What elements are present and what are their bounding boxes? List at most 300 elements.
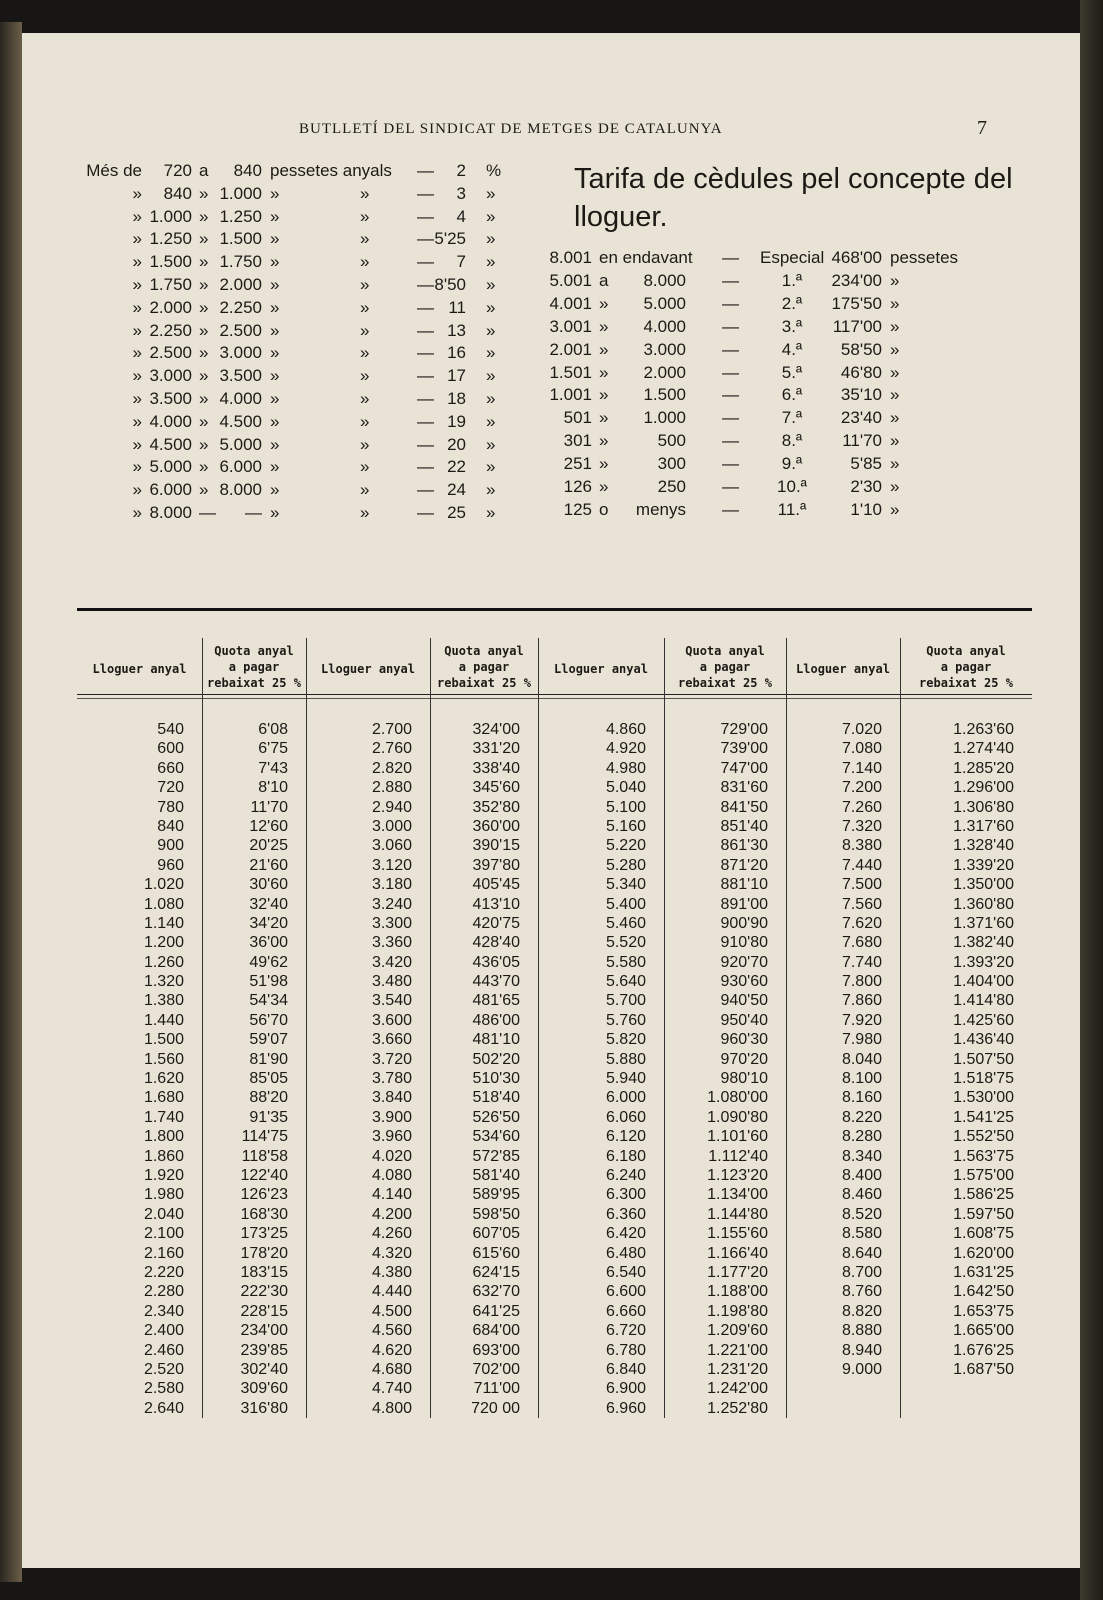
annual-row-12-c4: » <box>270 434 280 454</box>
annual-row-13-c3: 6.000 <box>219 457 262 477</box>
annual-row-1-c4: » <box>270 183 280 203</box>
quota-cell: 1.198'80 <box>707 1302 768 1320</box>
quota-header-0-l2: a pagar <box>228 660 280 674</box>
quota-cell: 21'60 <box>249 856 288 874</box>
rent-cell: 3.060 <box>371 837 412 855</box>
quota-cell: 641'25 <box>472 1302 520 1320</box>
rent-cell: 3.600 <box>371 1011 412 1029</box>
rent-cell: 1.920 <box>143 1166 184 1184</box>
quota-cell: 12'60 <box>249 817 288 835</box>
quota-cell: 54'34 <box>249 992 288 1010</box>
rent-cell: 960 <box>157 856 184 874</box>
quota-header-1-l2: a pagar <box>458 660 510 674</box>
quota-cell: 1.393'20 <box>953 953 1014 971</box>
tarifa-row-10-unit: » <box>890 477 900 496</box>
rent-cell: 3.300 <box>371 914 412 932</box>
annual-row-4-c4: » <box>270 252 280 272</box>
tarifa-row-11-amt: 1'10 <box>850 499 882 519</box>
tarifa-row-7-to: 1.000 <box>643 408 686 428</box>
quota-cell: 1.620'00 <box>953 1244 1014 1262</box>
annual-row-8-c4: » <box>270 343 280 363</box>
tarifa-row-4-cls: 4.ª <box>781 339 803 359</box>
tarifa-row-2-sep: » <box>599 293 609 313</box>
annual-row-9-c4: » <box>270 366 280 386</box>
quota-cell: 1.144'80 <box>707 1205 768 1223</box>
annual-row-8-c8: » <box>486 343 496 363</box>
annual-row-8-c6: — <box>417 343 434 363</box>
annual-row-6-c8: » <box>486 297 496 317</box>
rent-cell: 1.080 <box>143 895 184 913</box>
quota-cell: 572'85 <box>472 1147 520 1165</box>
tarifa-row-8-to: 500 <box>657 431 686 451</box>
quota-cell: 1.112'40 <box>708 1147 768 1165</box>
quota-column-3 <box>900 720 1014 1379</box>
rent-cell: 6.900 <box>605 1380 646 1398</box>
rent-cell: 8.040 <box>841 1050 882 1068</box>
rent-cell: 8.160 <box>841 1089 882 1107</box>
rent-cell: 7.440 <box>841 856 882 874</box>
tarifa-row-5-amt: 46'80 <box>840 362 882 382</box>
quota-cell: 1.575'00 <box>953 1166 1014 1184</box>
annual-row-3-c4: » <box>270 229 280 249</box>
annual-row-4-c7: 7 <box>456 252 466 272</box>
rent-cell: 5.340 <box>605 876 646 894</box>
annual-row-1-c8: » <box>486 183 496 203</box>
tarifa-row-1-from: 5.001 <box>549 270 592 290</box>
quota-cell: 930'60 <box>720 973 768 991</box>
rent-cell: 4.860 <box>605 721 646 738</box>
tarifa-row-1-dash: — <box>722 270 739 290</box>
annual-row-7-c7: 13 <box>447 320 466 340</box>
quota-header-3-l2: a pagar <box>940 660 992 674</box>
annual-row-14-c8: » <box>486 480 496 500</box>
tarifa-row-7-unit: » <box>890 408 900 428</box>
rent-cell: 1.500 <box>143 1031 184 1049</box>
tarifa-row-6-from: 1.001 <box>549 385 592 405</box>
rent-cell: 7.560 <box>841 895 882 913</box>
quota-cell: 81'90 <box>249 1050 288 1068</box>
annual-row-13-c4: » <box>270 457 280 477</box>
annual-row-5-c8: » <box>486 275 496 294</box>
tarifa-row-9-unit: » <box>890 454 900 474</box>
tarifa-row-11-cls: 11.ª <box>777 499 807 519</box>
quota-cell: 1.597'50 <box>953 1205 1014 1223</box>
rent-cell: 4.500 <box>371 1302 412 1320</box>
quota-cell: 1.518'75 <box>953 1070 1014 1088</box>
annual-row-6-c3: 2.250 <box>219 297 262 317</box>
quota-cell: 950'40 <box>720 1011 768 1029</box>
quota-cell: 316'80 <box>240 1399 288 1417</box>
quota-cell: 534'60 <box>472 1128 520 1146</box>
annual-row-2-c8: » <box>486 206 496 226</box>
annual-row-15-c4: » <box>270 503 280 522</box>
quota-cell: 324'00 <box>472 721 520 738</box>
annual-row-11-c6: — <box>417 411 434 431</box>
rent-cell: 2.400 <box>143 1322 184 1340</box>
quota-cell: 122'40 <box>240 1166 288 1184</box>
page-header <box>22 117 1080 141</box>
quota-cell: 1.080'00 <box>707 1089 768 1107</box>
tarifa-row-0-sep: en endavant <box>599 248 693 267</box>
annual-row-3-c7: 5'25 <box>434 229 466 249</box>
quota-cell: 1.177'20 <box>707 1263 768 1281</box>
annual-row-1-c5: » <box>360 183 370 203</box>
quota-cell: 1.231'20 <box>707 1360 768 1378</box>
quota-cell: 443'70 <box>472 973 520 991</box>
rent-cell: 1.260 <box>143 953 184 971</box>
quota-cell: 1.252'80 <box>707 1399 768 1417</box>
annual-row-10-c0: » <box>132 389 142 408</box>
quota-cell: 702'00 <box>472 1360 520 1378</box>
quota-cell: 1.541'25 <box>953 1108 1014 1126</box>
tarifa-row-4-sep: » <box>599 339 609 359</box>
quota-column-2 <box>664 720 768 1418</box>
quota-cell: 624'15 <box>472 1263 520 1281</box>
annual-row-3-c2: » <box>199 229 209 249</box>
annual-row-6-c6: — <box>417 297 434 317</box>
rent-cell: 8.820 <box>841 1302 882 1320</box>
annual-row-12-c6: — <box>417 434 434 454</box>
tarifa-row-2-unit: » <box>890 293 900 313</box>
rent-cell: 4.980 <box>605 759 646 777</box>
annual-row-0-c8: % <box>486 161 502 180</box>
quota-cell: 518'40 <box>472 1089 520 1107</box>
annual-row-15-c2: — <box>199 503 216 522</box>
annual-row-5-c5: » <box>360 275 370 294</box>
annual-row-10-c4: » <box>270 389 280 408</box>
rent-cell: 8.460 <box>841 1186 882 1204</box>
rent-header-2: Lloguer anyal <box>554 662 648 676</box>
annual-row-9-c1: 3.000 <box>149 366 192 386</box>
annual-row-2-c1: 1.000 <box>149 206 192 226</box>
rent-cell: 8.220 <box>841 1108 882 1126</box>
annual-row-13-c5: » <box>360 457 370 477</box>
rent-header-3: Lloguer anyal <box>796 662 890 676</box>
tarifa-row-0-amt: 468'00 <box>831 248 882 267</box>
tarifa-row-10-dash: — <box>722 477 739 496</box>
rent-cell: 4.020 <box>371 1147 412 1165</box>
quota-cell: 1.642'50 <box>953 1283 1014 1301</box>
quota-cell: 234'00 <box>240 1322 288 1340</box>
tarifa-row-1-cls: 1.ª <box>781 270 803 290</box>
quota-cell: 183'15 <box>240 1263 288 1281</box>
rent-cell: 7.740 <box>841 953 882 971</box>
rent-cell: 4.320 <box>371 1244 412 1262</box>
annual-row-1-c0: » <box>132 183 142 203</box>
quota-cell: 1.586'25 <box>953 1186 1014 1204</box>
tarifa-row-9-to: 300 <box>657 454 686 474</box>
quota-cell: 331'20 <box>472 740 520 758</box>
quota-header-2-l2: a pagar <box>699 660 751 674</box>
rent-cell: 2.040 <box>143 1205 184 1223</box>
annual-row-14-c2: » <box>199 480 209 500</box>
quota-cell: 1.631'25 <box>953 1263 1014 1281</box>
annual-row-4-c6: — <box>417 252 434 272</box>
tarifa-row-9-cls: 9.ª <box>781 454 803 474</box>
rent-cell: 7.140 <box>841 759 882 777</box>
rent-cell: 4.440 <box>371 1283 412 1301</box>
annual-row-5-c1: 1.750 <box>149 275 192 294</box>
tarifa-row-2-dash: — <box>722 293 739 313</box>
rent-cell: 2.760 <box>371 740 412 758</box>
annual-row-0-c4: pessetes anyals <box>270 161 392 180</box>
rent-cell: 4.740 <box>371 1380 412 1398</box>
quota-cell: 88'20 <box>249 1089 288 1107</box>
annual-row-7-c6: — <box>417 320 434 340</box>
rent-cell: 4.920 <box>605 740 646 758</box>
rent-cell: 7.200 <box>841 779 882 797</box>
rent-cell: 6.960 <box>605 1399 646 1417</box>
quota-cell: 1.306'80 <box>953 798 1014 816</box>
rent-cell: 7.620 <box>841 914 882 932</box>
annual-row-3-c8: » <box>486 229 496 249</box>
rent-cell: 840 <box>157 817 184 835</box>
tarifa-row-11-unit: » <box>890 499 900 519</box>
annual-row-8-c3: 3.000 <box>219 343 262 363</box>
tarifa-row-1-to: 8.000 <box>643 270 686 290</box>
quota-cell: 481'10 <box>472 1031 520 1049</box>
quota-cell: 1.285'20 <box>953 759 1014 777</box>
quota-cell: 693'00 <box>472 1341 520 1359</box>
rent-cell: 8.100 <box>841 1070 882 1088</box>
annual-row-6-c4: » <box>270 297 280 317</box>
quota-cell: 526'50 <box>472 1108 520 1126</box>
quota-cell: 168'30 <box>240 1205 288 1223</box>
tarifa-row-7-from: 501 <box>563 408 592 428</box>
quota-cell: 1.263'60 <box>953 721 1014 738</box>
quota-cell: 684'00 <box>472 1322 520 1340</box>
annual-row-9-c3: 3.500 <box>219 366 262 386</box>
rent-cell: 2.340 <box>143 1302 184 1320</box>
quota-cell: 739'00 <box>720 740 768 758</box>
quota-cell: 615'60 <box>472 1244 520 1262</box>
quota-cell: 970'20 <box>720 1050 768 1068</box>
quota-cell: 222'30 <box>240 1283 288 1301</box>
annual-row-15-c6: — <box>417 503 434 522</box>
rent-cell: 5.460 <box>605 914 646 932</box>
rent-cell: 8.520 <box>841 1205 882 1223</box>
tarifa-row-4-unit: » <box>890 339 900 359</box>
quota-column-0 <box>202 720 288 1418</box>
quota-cell: 309'60 <box>240 1380 288 1398</box>
quota-cell: 1.339'20 <box>953 856 1014 874</box>
annual-row-7-c5: » <box>360 320 370 340</box>
rent-cell: 7.980 <box>841 1031 882 1049</box>
tarifa-row-5-cls: 5.ª <box>781 362 803 382</box>
tarifa-row-6-cls: 6.ª <box>781 385 803 405</box>
quota-cell: 980'10 <box>720 1070 768 1088</box>
rent-cell: 3.240 <box>371 895 412 913</box>
annual-row-15-c0: » <box>132 503 142 522</box>
rent-cell: 8.580 <box>841 1225 882 1243</box>
annual-row-10-c7: 18 <box>447 389 466 408</box>
annual-row-4-c1: 1.500 <box>149 252 192 272</box>
annual-row-11-c5: » <box>360 411 370 431</box>
tarifa-row-9-sep: » <box>599 454 609 474</box>
rent-header-1: Lloguer anyal <box>321 662 415 676</box>
annual-row-1-c3: 1.000 <box>219 183 262 203</box>
rent-cell: 7.320 <box>841 817 882 835</box>
annual-row-8-c2: » <box>199 343 209 363</box>
annual-row-15-c3: — <box>245 503 262 522</box>
rent-cell: 8.760 <box>841 1283 882 1301</box>
annual-row-9-c6: — <box>417 366 434 386</box>
quota-cell: 871'20 <box>720 856 768 874</box>
rent-cell: 5.640 <box>605 973 646 991</box>
rent-cell: 4.140 <box>371 1186 412 1204</box>
tarifa-row-8-cls: 8.ª <box>781 431 803 451</box>
quota-cell: 1.507'50 <box>953 1050 1014 1068</box>
rent-cell: 3.360 <box>371 934 412 952</box>
quota-cell: 338'40 <box>472 759 520 777</box>
quota-cell: 1.436'40 <box>953 1031 1014 1049</box>
rent-cell: 7.020 <box>841 721 882 738</box>
annual-row-13-c7: 22 <box>447 457 466 477</box>
rent-cell: 3.120 <box>371 856 412 874</box>
annual-row-0-c3: 840 <box>233 161 262 180</box>
quota-cell: 1.155'60 <box>707 1225 768 1243</box>
quota-cell: 861'30 <box>720 837 768 855</box>
quota-cell: 1.350'00 <box>953 876 1014 894</box>
tarifa-row-5-to: 2.000 <box>643 362 686 382</box>
rent-cell: 7.260 <box>841 798 882 816</box>
rent-cell: 6.240 <box>605 1166 646 1184</box>
tarifa-row-2-to: 5.000 <box>643 293 686 313</box>
quota-cell: 32'40 <box>249 895 288 913</box>
rent-cell: 1.620 <box>143 1070 184 1088</box>
rent-cell: 5.700 <box>605 992 646 1010</box>
binding-edge <box>1080 0 1103 1600</box>
quota-cell: 6'75 <box>258 740 288 758</box>
tarifa-row-8-amt: 11'70 <box>842 431 882 451</box>
tarifa-title: Tarifa de cèdules pel concepte del lloguer. <box>574 163 1013 233</box>
rent-cell: 1.680 <box>143 1089 184 1107</box>
annual-row-9-c7: 17 <box>447 366 466 386</box>
tarifa-row-2-from: 4.001 <box>549 293 592 313</box>
quota-cell: 352'80 <box>472 798 520 816</box>
quota-cell: 1.425'60 <box>953 1011 1014 1029</box>
annual-row-10-c2: » <box>199 389 209 408</box>
rent-cell: 2.820 <box>371 759 412 777</box>
quota-cell: 481'65 <box>472 992 520 1010</box>
tarifa-row-3-amt: 117'00 <box>832 316 882 336</box>
tarifa-row-0-from: 8.001 <box>549 248 592 267</box>
annual-row-8-c1: 2.500 <box>149 343 192 363</box>
rent-cell: 2.940 <box>371 798 412 816</box>
annual-row-14-c6: — <box>417 480 434 500</box>
rent-cell: 2.100 <box>143 1225 184 1243</box>
quota-cell: 920'70 <box>720 953 768 971</box>
annual-row-15-c7: 25 <box>447 503 466 522</box>
annual-row-11-c8: » <box>486 411 496 431</box>
quota-cell: 56'70 <box>249 1011 288 1029</box>
tarifa-row-5-from: 1.501 <box>549 362 592 382</box>
tarifa-row-9-dash: — <box>722 454 739 474</box>
quota-cell: 1.414'80 <box>953 992 1014 1010</box>
tarifa-row-4-to: 3.000 <box>643 339 686 359</box>
rent-cell: 1.320 <box>143 973 184 991</box>
rent-cell: 8.400 <box>841 1166 882 1184</box>
annual-row-0-c1: 720 <box>163 161 192 180</box>
quota-cell: 910'80 <box>720 934 768 952</box>
quota-cell: 436'05 <box>472 953 520 971</box>
quota-cell: 1.404'00 <box>953 973 1014 991</box>
rent-cell: 3.000 <box>371 817 412 835</box>
tarifa-row-8-unit: » <box>890 431 900 451</box>
annual-row-4-c2: » <box>199 252 209 272</box>
quota-cell: 1.134'00 <box>707 1186 768 1204</box>
annual-row-1-c2: » <box>199 183 209 203</box>
rent-cell: 780 <box>157 798 184 816</box>
rent-header-0: Lloguer anyal <box>92 662 187 676</box>
annual-row-9-c0: » <box>132 366 142 386</box>
tarifa-row-3-to: 4.000 <box>643 316 686 336</box>
quota-header-2-l3: rebaixat 25 % <box>678 676 772 690</box>
annual-row-2-c0: » <box>132 206 142 226</box>
rent-cell: 4.380 <box>371 1263 412 1281</box>
annual-row-9-c2: » <box>199 366 209 386</box>
annual-row-5-c6: — <box>417 275 434 294</box>
annual-row-1-c7: 3 <box>456 183 466 203</box>
tarifa-row-11-from: 125 <box>563 499 592 519</box>
annual-row-13-c2: » <box>199 457 209 477</box>
annual-row-2-c7: 4 <box>456 206 466 226</box>
annual-row-10-c3: 4.000 <box>219 389 262 408</box>
annual-row-10-c8: » <box>486 389 496 408</box>
rent-cell: 5.940 <box>605 1070 646 1088</box>
rent-cell: 1.800 <box>143 1128 184 1146</box>
rent-cell: 4.560 <box>371 1322 412 1340</box>
annual-row-14-c4: » <box>270 480 280 500</box>
quota-cell: 397'80 <box>472 856 520 874</box>
annual-row-2-c5: » <box>360 206 370 226</box>
annual-row-3-c3: 1.500 <box>219 229 262 249</box>
annual-row-2-c2: » <box>199 206 209 226</box>
tarifa-row-5-dash: — <box>722 362 739 382</box>
tarifa-row-1-amt: 234'00 <box>831 270 882 290</box>
quota-cell: 51'98 <box>249 973 288 991</box>
annual-row-0-c7: 2 <box>456 161 466 180</box>
annual-row-4-c3: 1.750 <box>219 252 262 272</box>
annual-row-7-c4: » <box>270 320 280 340</box>
rent-cell: 5.760 <box>605 1011 646 1029</box>
rent-cell: 660 <box>157 759 184 777</box>
rent-cell: 7.920 <box>841 1011 882 1029</box>
quota-cell: 1.552'50 <box>953 1128 1014 1146</box>
quota-header-3-l1: Quota anyal <box>926 644 1006 658</box>
tarifa-row-7-cls: 7.ª <box>781 408 803 428</box>
tarifa-row-3-sep: » <box>599 316 609 336</box>
rent-cell: 5.820 <box>605 1031 646 1049</box>
rent-cell: 2.880 <box>371 779 412 797</box>
annual-row-15-c5: » <box>360 503 370 522</box>
annual-row-6-c1: 2.000 <box>149 297 192 317</box>
tarifa-row-5-unit: » <box>890 362 900 382</box>
quota-cell: 11'70 <box>250 798 288 816</box>
annual-row-1-c1: 840 <box>163 183 192 203</box>
quota-cell: 729'00 <box>720 721 768 738</box>
tarifa-row-7-amt: 23'40 <box>840 408 882 428</box>
rent-cell: 5.580 <box>605 953 646 971</box>
rent-cell: 4.260 <box>371 1225 412 1243</box>
tarifa-row-6-unit: » <box>890 385 900 405</box>
annual-row-12-c5: » <box>360 434 370 454</box>
annual-row-11-c1: 4.000 <box>149 411 192 431</box>
tarifa-row-6-to: 1.500 <box>643 385 686 405</box>
quota-cell: 413'10 <box>472 895 520 913</box>
tarifa-row-6-amt: 35'10 <box>840 385 882 405</box>
quota-cell: 900'90 <box>720 914 768 932</box>
